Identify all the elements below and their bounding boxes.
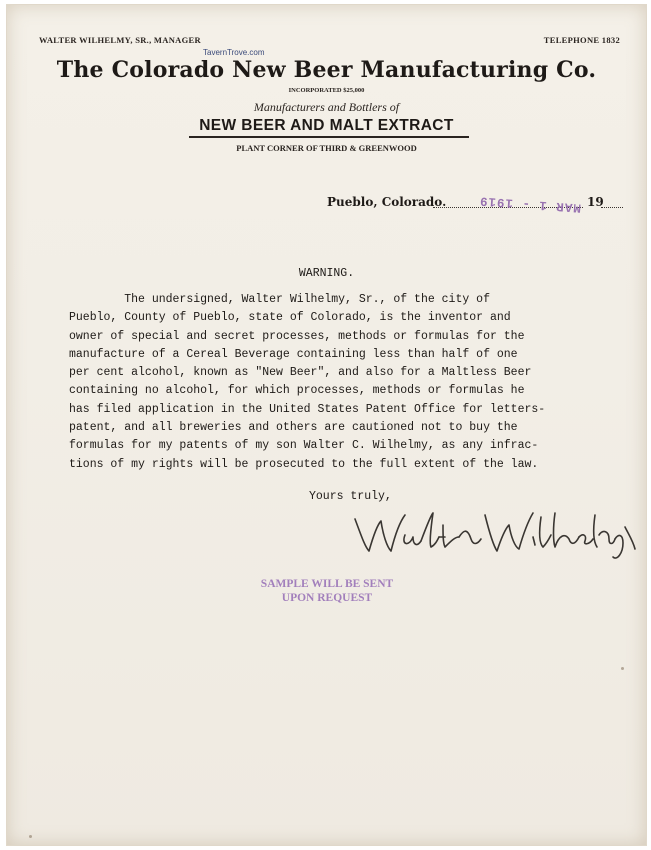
body-line: manufacture of a Cereal Beverage containing less than half of one [69,347,518,361]
dateline-year-blank [601,207,623,208]
incorporated-line: INCORPORATED $25,000 [288,87,365,94]
body-line: owner of special and secret processes, methods or formulas for the [69,329,525,343]
body-line: Pueblo, County of Pueblo, state of Colorado, is the inventor and [69,311,511,325]
letter-body [69,291,589,474]
telephone-line: TELEPHONE 1832 [543,35,620,45]
plant-address: PLANT CORNER OF THIRD & GREENWOOD [236,143,417,153]
signature-image [347,505,637,565]
closing-text: Yours truly, [309,490,392,503]
sample-stamp-line1: SAMPLE WILL BE SENT [260,578,394,590]
product-line: NEW BEER AND MALT EXTRACT [199,117,454,134]
product-underline [189,136,469,138]
dateline-year-prefix: 19 [587,195,604,209]
sample-stamp [207,577,447,605]
body-line: per cent alcohol, known as "New Beer", and also for a Maltless Beer [69,366,532,380]
manufacturers-line: Manufacturers and Bottlers of [253,100,400,114]
body-line: tions of my rights will be prosecuted to the full extent of the law. [69,457,539,471]
letter-heading: WARNING. [298,267,355,280]
manager-line: WALTER WILHELMY, SR., MANAGER [39,35,201,45]
company-name: The Colorado New Beer Manufacturing Co. [56,57,597,83]
letter-sheet [6,4,647,846]
sample-stamp-line2: UPON REQUEST [281,592,373,604]
body-line: patent, and all breweries and others are cautioned not to buy the [69,421,518,435]
watermark-text: TavernTrove.com [203,48,265,57]
body-line: containing no alcohol, for which processes, methods or formulas he [69,384,525,398]
body-line: formulas for my patents of my son Walter C. Wilhelmy, as any infrac- [69,439,539,453]
body-line: The undersigned, Walter Wilhelmy, Sr., of the city of [69,293,490,306]
dateline-place: Pueblo, Colorado. [327,195,447,209]
paper-speck [621,667,624,670]
paper-speck [29,835,32,838]
date-stamp: MAR 1 - 1919 [478,193,582,215]
body-line: has filed application in the United States Patent Office for letters- [69,402,546,416]
